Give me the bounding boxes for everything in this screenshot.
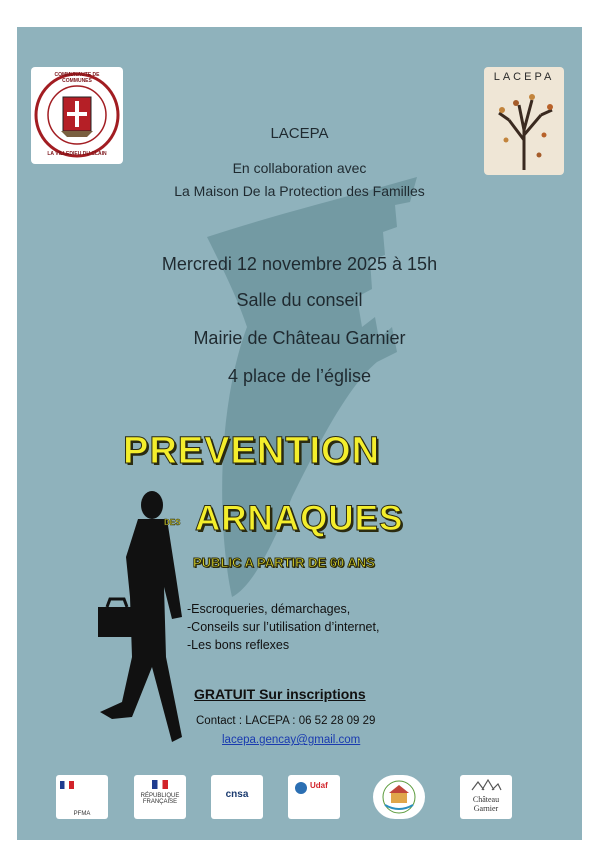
partner-label: cnsa bbox=[225, 789, 249, 800]
village-icon bbox=[379, 779, 419, 815]
partner-label: Château Garnier bbox=[472, 795, 500, 813]
event-address: 4 place de l’église bbox=[227, 366, 372, 386]
topic-item: -Les bons reflexes bbox=[187, 638, 290, 652]
contact-email-link[interactable]: lacepa.gencay@gmail.com bbox=[222, 734, 361, 746]
udaf-star-icon bbox=[294, 781, 308, 795]
collab-line-1: En collaboration avec bbox=[232, 160, 367, 176]
topic-item: -Conseils sur l’utilisation d’internet, bbox=[187, 620, 380, 634]
partner-logo-republique bbox=[134, 775, 186, 819]
topic-item: -Escroqueries, démarchages, bbox=[187, 602, 351, 616]
castle-icon bbox=[470, 778, 502, 792]
event-date: Mercredi 12 novembre 2025 à 15h bbox=[161, 254, 438, 274]
audience-subtitle: PUBLIC A PARTIR DE 60 ANS bbox=[193, 555, 375, 570]
partner-label: Udaf bbox=[310, 781, 328, 790]
community-logo bbox=[31, 67, 123, 164]
french-flag-icon bbox=[152, 780, 168, 789]
poster bbox=[17, 27, 582, 840]
community-logo-bottom-text: LA VILLEDIEU DU CLAIN bbox=[47, 151, 107, 157]
french-flag-icon bbox=[60, 781, 74, 789]
partner-logo-local bbox=[373, 775, 425, 819]
lacepa-logo bbox=[484, 67, 564, 175]
contact-line: Contact : LACEPA : 06 52 28 09 29 bbox=[196, 715, 376, 727]
title-prevention: PREVENTION bbox=[123, 430, 381, 472]
partner-logo-pfma bbox=[56, 775, 108, 819]
event-place: Mairie de Château Garnier bbox=[193, 328, 406, 348]
partner-label: RÉPUBLIQUE FRANÇAISE bbox=[140, 793, 180, 805]
title-arnaques: ARNAQUES bbox=[195, 499, 404, 538]
partner-logo-udaf bbox=[288, 775, 340, 819]
lacepa-logo-text: LACEPA bbox=[493, 71, 555, 83]
collab-line-2: La Maison De la Protection des Familles bbox=[174, 183, 425, 199]
partner-logo-chateau-garnier bbox=[460, 775, 512, 819]
partner-logo-cnsa bbox=[211, 775, 263, 819]
partner-label: PFMA bbox=[73, 811, 91, 817]
org-name: LACEPA bbox=[270, 125, 329, 142]
community-logo-top-text: COMMUNAUTE DE COMMUNES bbox=[54, 72, 100, 84]
registration-note: GRATUIT Sur inscriptions bbox=[194, 686, 366, 702]
topics-list bbox=[187, 600, 379, 654]
event-room: Salle du conseil bbox=[236, 290, 363, 310]
title-des: DES bbox=[164, 518, 181, 527]
